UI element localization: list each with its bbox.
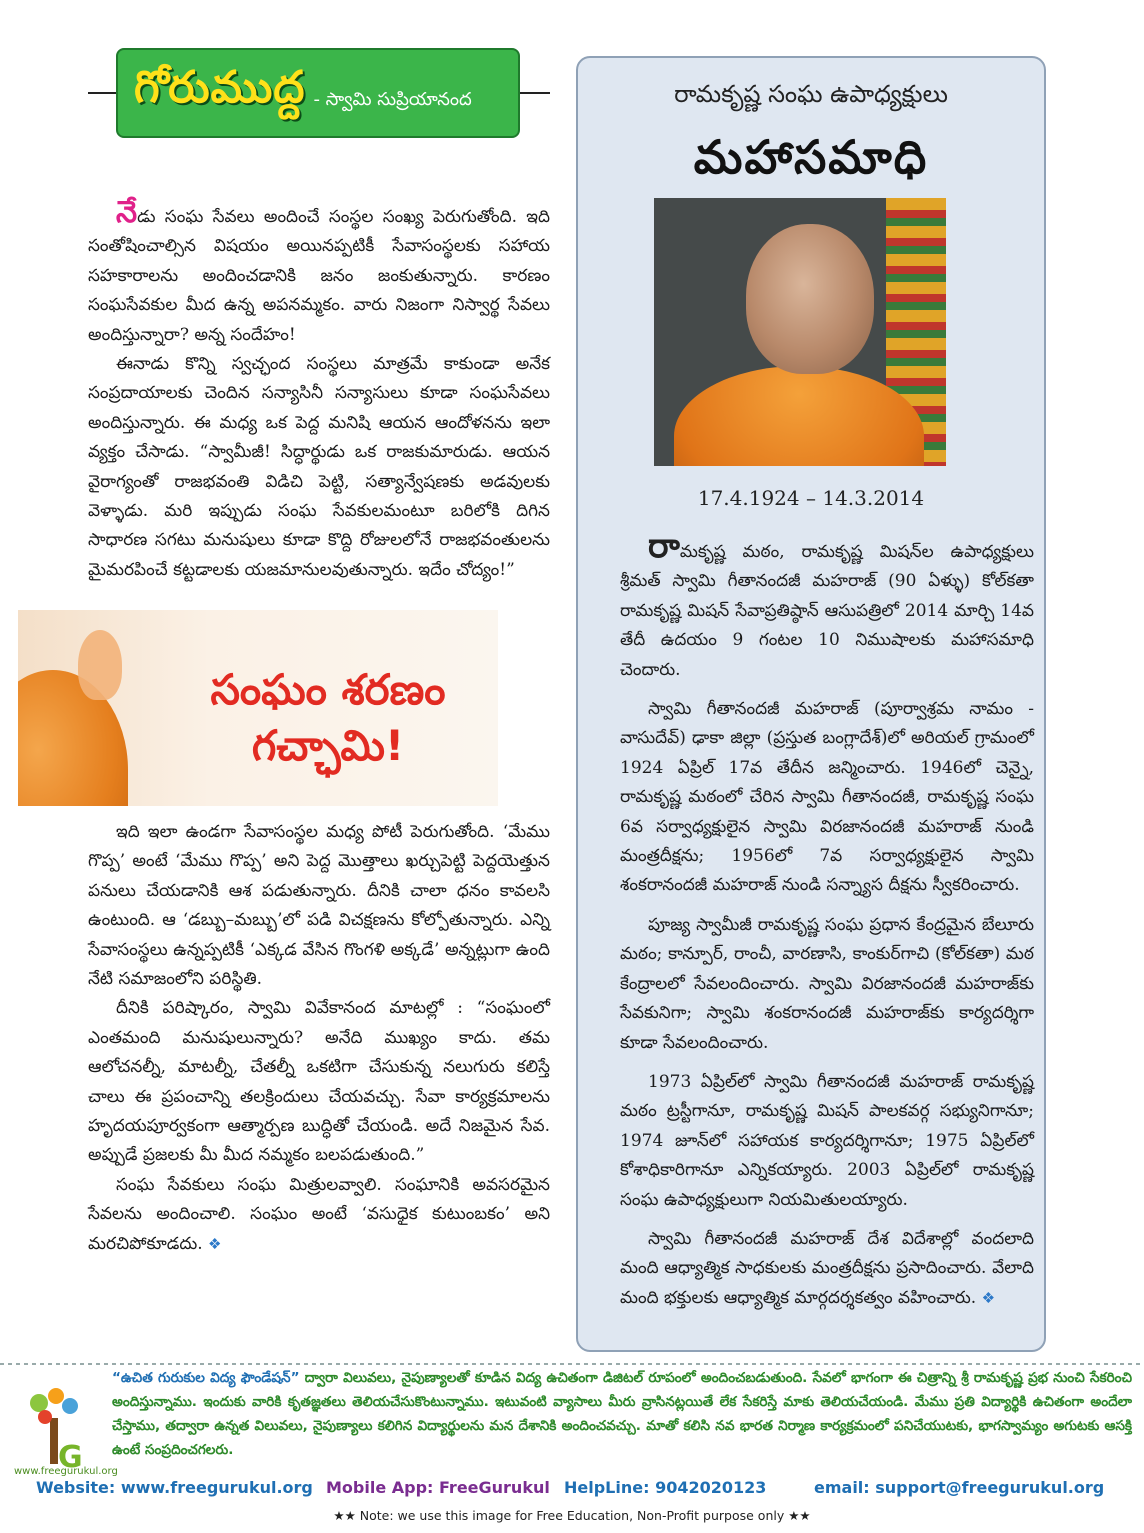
swami-portrait-photo bbox=[654, 198, 946, 466]
article-paragraph-5 bbox=[88, 1171, 550, 1259]
left-column-lower bbox=[88, 818, 550, 1259]
banner-author: - స్వామి సుప్రియానంద bbox=[313, 88, 472, 110]
contact-row bbox=[36, 1478, 1136, 1504]
article-paragraph-1 bbox=[88, 195, 550, 350]
drop-cap: రా bbox=[648, 526, 680, 566]
box-subtitle: రామకృష్ణ సంఘ ఉపాధ్యక్షులు bbox=[674, 80, 948, 108]
footer-description bbox=[112, 1366, 1132, 1462]
obituary-text bbox=[620, 526, 1034, 1323]
portrait-face bbox=[746, 224, 874, 374]
footer-text: ద్వారా విలువలు, నైపుణ్యాలతో కూడిన విద్య ఉచితంగా డిజిటల్ రూపంలో అందించబడుతుంది. సేవలో భాగంగా ఈ చిత్రాన్ని శ్రీ రామకృష్ణ ప్రభ నుంచి సేకరించి అందిస్తున్నాము. ఇందుకు వారికి కృతజ్ఞతలు తెలియచేసుకొంటున్నాము. ఇటువంటి వ్యాసాలు మీరు వ్రాసినట్లయితే లేక సేకరిస్తే మాకు తెలియచేయండి. మేము ప్రతి విద్యార్థికి ఉచితంగా అందేలా చేస్తాము, తద్వారా ఉన్నత విలువలు, నైపుణ్యాలు కలిగిన విద్యార్థులను మన దేశానికి అందించవచ్చు. మాతో కలిసి నవ భారత నిర్మాణ కార్యక్రమంలో పనిచేయుటకు, భాగస్వామ్యం అగుటకు ఆసక్తి ఉంటే సంప్రదించగలరు. bbox=[112, 1370, 1132, 1458]
box-title: మహాసమాధి bbox=[693, 130, 929, 184]
obituary-paragraph-3: పూజ్య స్వామీజీ రామకృష్ణ సంఘ ప్రధాన కేంద్రమైన బేలూరు మఠం; కాన్పూర్, రాంచీ, వారణాసి, కాంకుర్‌గాచి (కోల్‌కతా) మఠ కేంద్రాలలో సేవలందించారు. స్వామి విరజానందజీ మహరాజ్‌కు సేవకునిగా; స్వామి శంకరానందజీ మహరాజ్‌కు కార్యదర్శిగా కూడా సేవలందించారు. bbox=[620, 914, 1034, 1053]
drop-cap: నే bbox=[116, 195, 138, 230]
article-paragraph-4: దీనికి పరిష్కారం, స్వామి వివేకానంద మాటల్లో : “సంఘంలో ఎంతమంది మనుషులున్నారు? అనేది ముఖ్యం కాదు. తమ ఆలోచనల్నీ, మాటల్నీ, చేతల్నీ ఒకటిగా చేసుకున్న నలుగురు కలిస్తే చాలు ఈ ప్రపంచాన్ని తలక్రిందులు చేయవచ్చు. సేవా కార్యక్రమాలను హృదయపూర్వకంగా ఆత్మార్పణ బుద్ధితో చేయండి. అదే నిజమైన సేవ. అప్పుడే ప్రజలకు మీ మీద నమ్మకం బలపడుతుంది.” bbox=[88, 998, 550, 1166]
tree-logo-icon: G bbox=[24, 1388, 80, 1464]
life-dates: 17.4.1924 – 14.3.2014 bbox=[697, 486, 925, 510]
paragraph-text: మకృష్ణ మఠం, రామకృష్ణ మిషన్‌ల ఉపాధ్యక్షులు శ్రీమత్ స్వామి గీతానందజీ మహరాజ్ (90 ఏళ్ళు) కోల్‌కతా రామకృష్ణ మిషన్ సేవాప్రతిష్ఠాన్ ఆసుపత్రిలో 2014 మార్చి 14వ తేదీ ఉదయం 9 గంటల 10 నిముషాలకు మహాసమాధి చెందారు. bbox=[620, 542, 1034, 680]
illustration-title: సంఘం శరణం గచ్ఛామి! bbox=[210, 665, 446, 770]
article-paragraph-3: ఇది ఇలా ఉండగా సేవాసంస్థల మధ్య పోటీ పెరుగుతోంది. ‘మేము గొప్ప’ అంటే ‘మేము గొప్ప’ అని పెద్ద మొత్తాలు ఖర్చుపెట్టి పెద్దయెత్తున పనులు చేయడానికి ఆశ పడుతున్నారు. దీనికి చాలా ధనం కావలసి ఉంటుంది. ఆ ‘డబ్బు–మబ్బు’లో పడి విచక్షణను కోల్పోతున్నారు. ఎన్ని సేవాసంస్థలు ఉన్నప్పటికీ ‘ఎక్కడ వేసిన గొంగళి అక్కడే’ అన్నట్లుగా ఉంది నేటి సమాజంలోని పరిస్థితి. bbox=[88, 822, 550, 990]
column-banner bbox=[116, 48, 520, 138]
obituary-paragraph-1 bbox=[620, 526, 1034, 685]
buddha-hand-image bbox=[78, 630, 122, 700]
article-paragraph-2: ఈనాడు కొన్ని స్వచ్ఛంద సంస్థలు మాత్రమే కాకుండా అనేక సంప్రదాయాలకు చెందిన సన్యాసినీ సన్యాసులు కూడా సంఘసేవలు అందిస్తున్నారు. ఈ మధ్య ఒక పెద్ద మనిషి ఆయన ఆందోళనను ఇలా వ్యక్తం చేసాడు. “స్వామీజీ! సిద్ధార్థుడు ఒక రాజకుమారుడు. ఆయన వైరాగ్యంతో రాజభవంతి విడిచి పెట్టి, సత్యాన్వేషణకు అడవులకు వెళ్ళాడు. మరి ఇప్పుడు సంఘ సేవకులమంటూ బరిలోకి దిగిన సాధారణ సగటు మనుషులు కూడా కొద్ది రోజులలోనే రాజభవంతులను మైమరపించే కట్టడాలకు యజమానులవుతున్నారు. ఇదేం చోద్యం!” bbox=[88, 354, 550, 580]
banner-row bbox=[88, 48, 550, 138]
banner-rule-right bbox=[520, 92, 550, 94]
banner-rule-left bbox=[88, 92, 118, 94]
end-mark-icon: ❖ bbox=[981, 1288, 996, 1307]
helpline-number[interactable]: HelpLine: 9042020123 bbox=[564, 1478, 767, 1497]
left-column bbox=[88, 48, 550, 585]
obituary-paragraph-2: స్వామి గీతానందజీ మహరాజ్ (పూర్వాశ్రమ నామం - వాసుదేవ్) ఢాకా జిల్లా (ప్రస్తుత బంగ్లాదేశ్)లో అరియల్ గ్రామంలో 1924 ఏప్రిల్ 17వ తేదీన జన్మించారు. 1946లో చెన్నై, రామకృష్ణ మఠంలో చేరిన స్వామి గీతానందజీ, రామకృష్ణ సంఘ 6వ సర్వాధ్యక్షులైన స్వామి విరజానందజీ మహరాజ్ నుండి మంత్రదీక్షను; 1956లో 7వ సర్వాధ్యక్షులైన స్వామి శంకరానందజీ మహరాజ్ నుండి సన్న్యాస దీక్షను స్వీకరించారు. bbox=[620, 699, 1034, 896]
email-link[interactable]: email: support@freegurukul.org bbox=[814, 1478, 1105, 1497]
paragraph-text: సంఘ సేవకులు సంఘ మిత్రులవ్వాలి. సంఘానికి అవసరమైన సేవలను అందించాలి. సంఘం అంటే ‘వసుధైక కుటుంబకం’ అని మరచిపోకూడదు. bbox=[88, 1174, 550, 1254]
website-link[interactable]: Website: www.freegurukul.org bbox=[36, 1478, 313, 1497]
freegurukul-logo[interactable] bbox=[14, 1388, 118, 1480]
mobile-app-link[interactable]: Mobile App: FreeGurukul bbox=[326, 1478, 550, 1497]
obituary-paragraph-4: 1973 ఏప్రిల్‌లో స్వామి గీతానందజీ మహరాజ్ రామకృష్ణ మఠం ట్రస్టీగానూ, రామకృష్ణ మిషన్ పాలకవర్గ సభ్యునిగానూ; 1974 జూన్‌లో సహాయక కార్యదర్శిగానూ; 1975 ఏప్రిల్‌లో కోశాధికారిగానూ ఎన్నికయ్యారు. 2003 ఏప్రిల్‌లో రామకృష్ణ సంఘ ఉపాధ్యక్షులుగా నియమితులయ్యారు. bbox=[620, 1071, 1034, 1210]
obituary-paragraph-5 bbox=[620, 1225, 1034, 1313]
paragraph-text: స్వామి గీతానందజీ మహరాజ్ దేశ విదేశాల్లో వందలాది మంది ఆధ్యాత్మిక సాధకులకు మంత్రదీక్షను ప్రసాదించారు. వేలాది మంది భక్తులకు ఆధ్యాత్మిక మార్గదర్శకత్వం వహించారు. bbox=[620, 1228, 1034, 1308]
logo-url: www.freegurukul.org bbox=[14, 1466, 118, 1477]
banner-title: గోరుముద్ద bbox=[134, 62, 306, 113]
usage-note: ★★ Note: we use this image for Free Education, Non-Profit purpose only ★★ bbox=[333, 1508, 811, 1523]
paragraph-text: డు సంఘ సేవలు అందించే సంస్థల సంఖ్య పెరుగుతోంది. ఇది సంతోషించాల్సిన విషయం అయినప్పటికీ సేవాసంస్థలకు సహాయ సహకారాలను అందించడానికి జనం జంకుతున్నారు. కారణం సంఘసేవకుల మీద ఉన్న అపనమ్మకం. వారు నిజంగా నిస్వార్థ సేవలు అందిస్తున్నారా? అన్న సందేహం! bbox=[88, 207, 550, 345]
footer-divider bbox=[0, 1363, 1144, 1365]
buddha-illustration bbox=[18, 610, 498, 806]
obituary-box bbox=[576, 56, 1046, 1352]
end-mark-icon: ❖ bbox=[208, 1234, 222, 1253]
foundation-name: “ఉచిత గురుకుల విద్య ఫౌండేషన్” bbox=[112, 1370, 300, 1386]
